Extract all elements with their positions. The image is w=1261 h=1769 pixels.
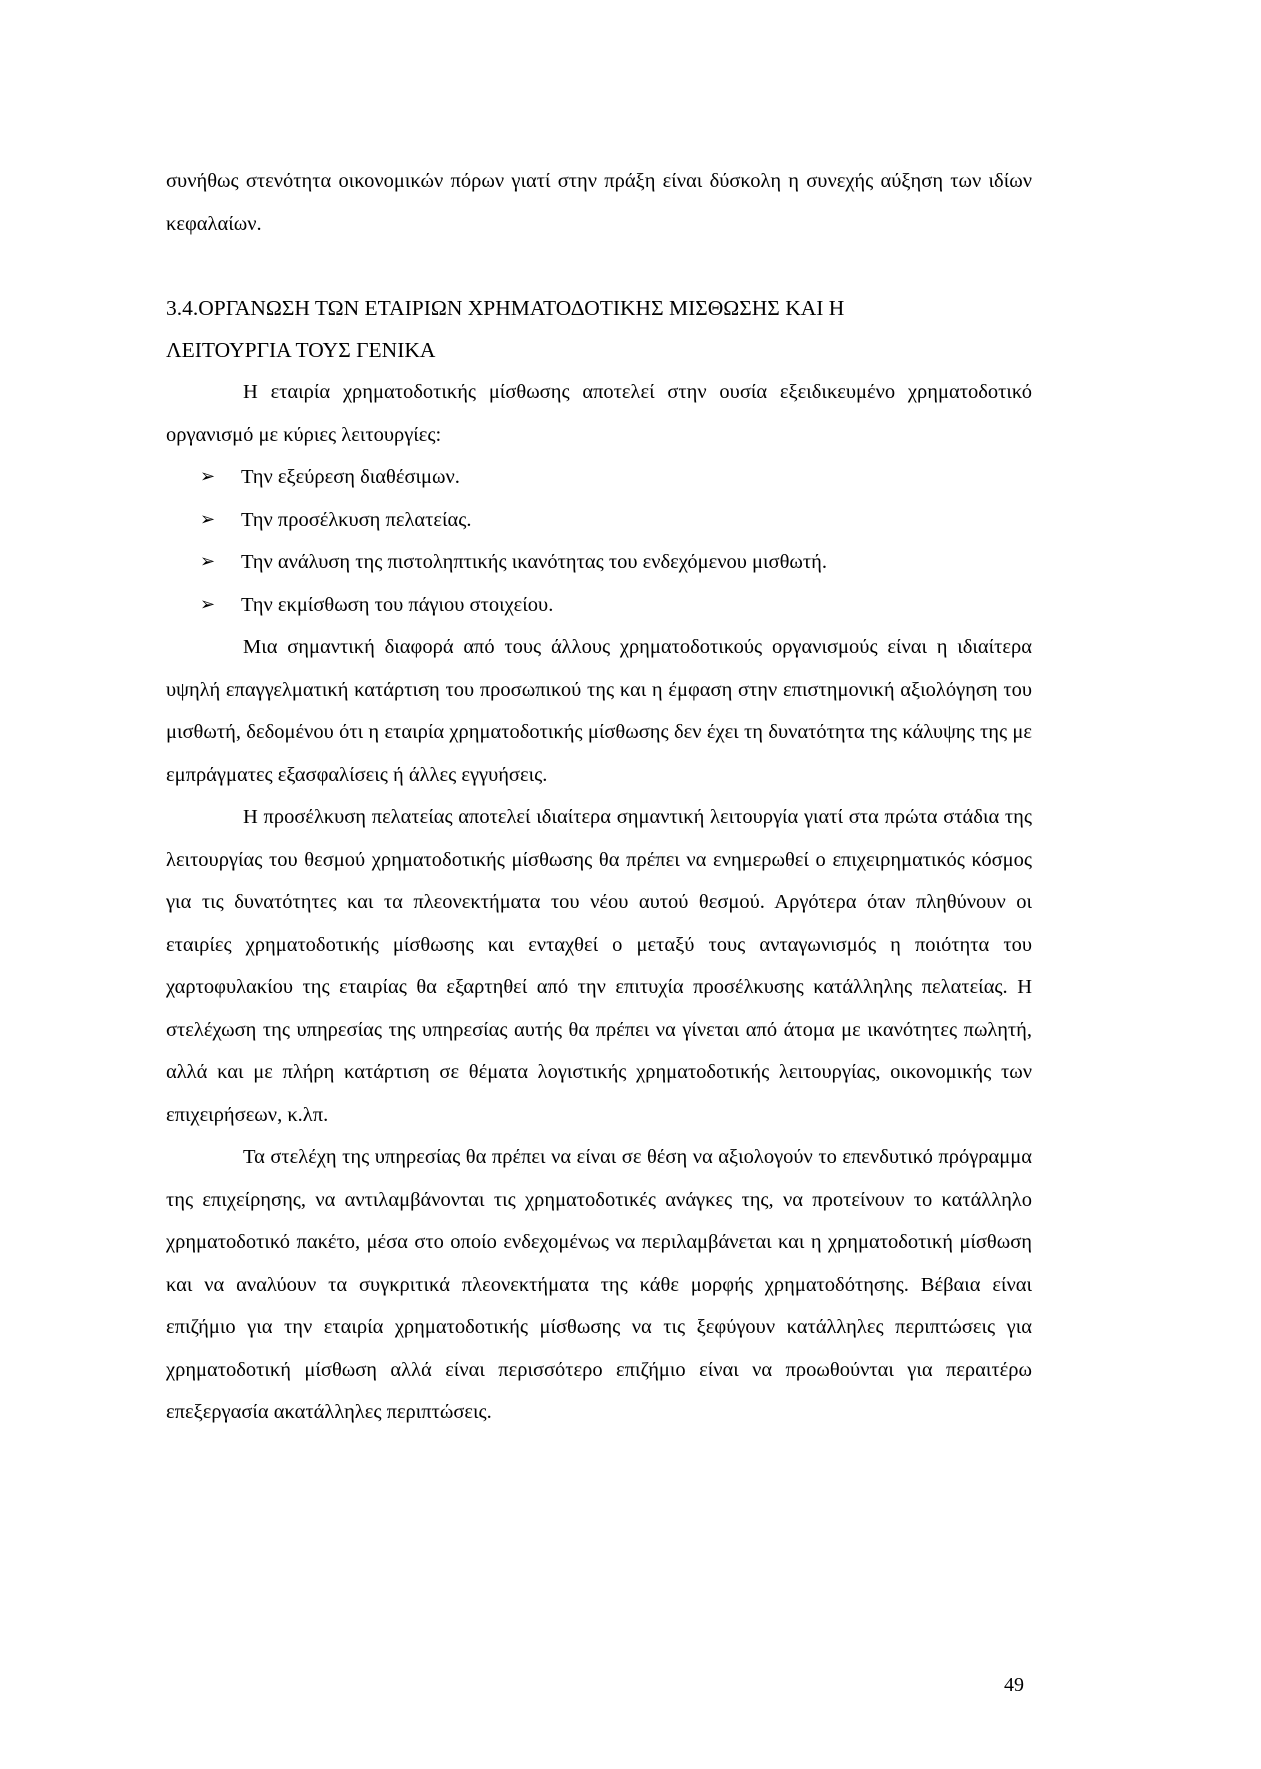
section-heading — [166, 287, 1032, 371]
section-heading-line1: 3.4.ΟΡΓΑΝΩΣΗ ΤΩΝ ΕΤΑΙΡΙΩΝ ΧΡΗΜΑΤΟΔΟΤΙΚΗΣ ΜΙΣΘΩΣΗΣ ΚΑΙ Η — [166, 296, 845, 320]
arrow-bullet-icon: ➢ — [200, 508, 216, 530]
arrow-bullet-icon: ➢ — [200, 466, 216, 487]
document-page — [166, 160, 1032, 1434]
arrow-bullet-icon: ➢ — [200, 593, 216, 615]
list-item — [166, 499, 1032, 542]
list-item-text: Την ανάλυση της πιστοληπτικής ικανότητας του ενδεχόμενου μισθωτή. — [241, 551, 827, 573]
section-heading-line2: ΛΕΙΤΟΥΡΓΙΑ ΤΟΥΣ ΓΕΝΙΚΑ — [166, 338, 436, 362]
staff-paragraph: Τα στελέχη της υπηρεσίας θα πρέπει να είναι σε θέση να αξιολογούν το επενδυτικό πρόγραμμα της επιχείρησης, να αντιλαμβάνονται τις χρηματοδοτικές ανάγκες της, να προτείνουν το κατάλληλο χρηματοδοτικό πακέτο, μέσα στο οποίο ενδεχομένως να περιλαμβάνεται και η χρηματοδοτική μίσθωση και να αναλύουν τα συγκριτικά πλεονεκτήματα της κάθε μορφής χρηματοδότησης. Βέβαια είναι επιζήμιο για την εταιρία χρηματοδοτικής μίσθωσης να τις ξεφύγουν κατάλληλες περιπτώσεις για χρηματοδοτική μίσθωση αλλά είναι περισσότερο επιζήμιο είναι να προωθούνται για περαιτέρω επεξεργασία ακατάλληλες περιπτώσεις. — [166, 1146, 1032, 1423]
difference-paragraph: Μια σημαντική διαφορά από τους άλλους χρηματοδοτικούς οργανισμούς είναι η ιδιαίτερα υψηλή επαγγελματική κατάρτιση του προσωπικού της και η έμφαση στην επιστημονική αξιολόγηση του μισθωτή, δεδομένου ότι η εταιρία χρηματοδοτικής μίσθωσης δεν έχει τη δυνατότητα της κάλυψης της με εμπράγματες εξασφαλίσεις ή άλλες εγγυήσεις. — [166, 636, 1032, 786]
functions-paragraph: Η εταιρία χρηματοδοτικής μίσθωσης αποτελεί στην ουσία εξειδικευμένο χρηματοδοτικό οργανισμό με κύριες λειτουργίες: — [166, 381, 1032, 446]
arrow-bullet-icon: ➢ — [200, 551, 216, 572]
list-item-text: Την προσέλκυση πελατείας. — [241, 508, 472, 531]
list-item — [166, 584, 1032, 627]
page-number: 49 — [1004, 1674, 1024, 1696]
clients-paragraph: Η προσέλκυση πελατείας αποτελεί ιδιαίτερα σημαντική λειτουργία γιατί στα πρώτα στάδια της λειτουργίας του θεσμού χρηματοδοτικής μίσθωσης θα πρέπει να ενημερωθεί ο επιχειρηματικός κόσμος για τις δυνατότητες και τα πλεονεκτήματα του νέου αυτού θεσμού. Αργότερα όταν πληθύνουν οι εταιρίες χρηματοδοτικής μίσθωσης και ενταχθεί ο μεταξύ τους ανταγωνισμός η ποιότητα του χαρτοφυλακίου της εταιρίας θα εξαρτηθεί από την επιτυχία προσέλκυσης κατάλληλης πελατείας. Η στελέχωση της υπηρεσίας της υπηρεσίας αυτής θα πρέπει να γίνεται από άτομα με ικανότητες πωλητή, αλλά και με πλήρη κατάρτιση σε θέματα λογιστικής χρηματοδοτικής λειτουργίας, οικονομικής των επιχειρήσεων, κ.λπ. — [166, 806, 1032, 1126]
list-item-text: Την εκμίσθωση του πάγιου στοιχείου. — [241, 593, 554, 616]
functions-list — [166, 456, 1032, 626]
list-item — [166, 456, 1032, 499]
intro-paragraph: συνήθως στενότητα οικονομικών πόρων γιατί στην πράξη είναι δύσκολη η συνεχής αύξηση των ιδίων κεφαλαίων. — [166, 170, 1032, 235]
list-item — [166, 541, 1032, 584]
list-item-text: Την εξεύρεση διαθέσιμων. — [241, 466, 460, 488]
